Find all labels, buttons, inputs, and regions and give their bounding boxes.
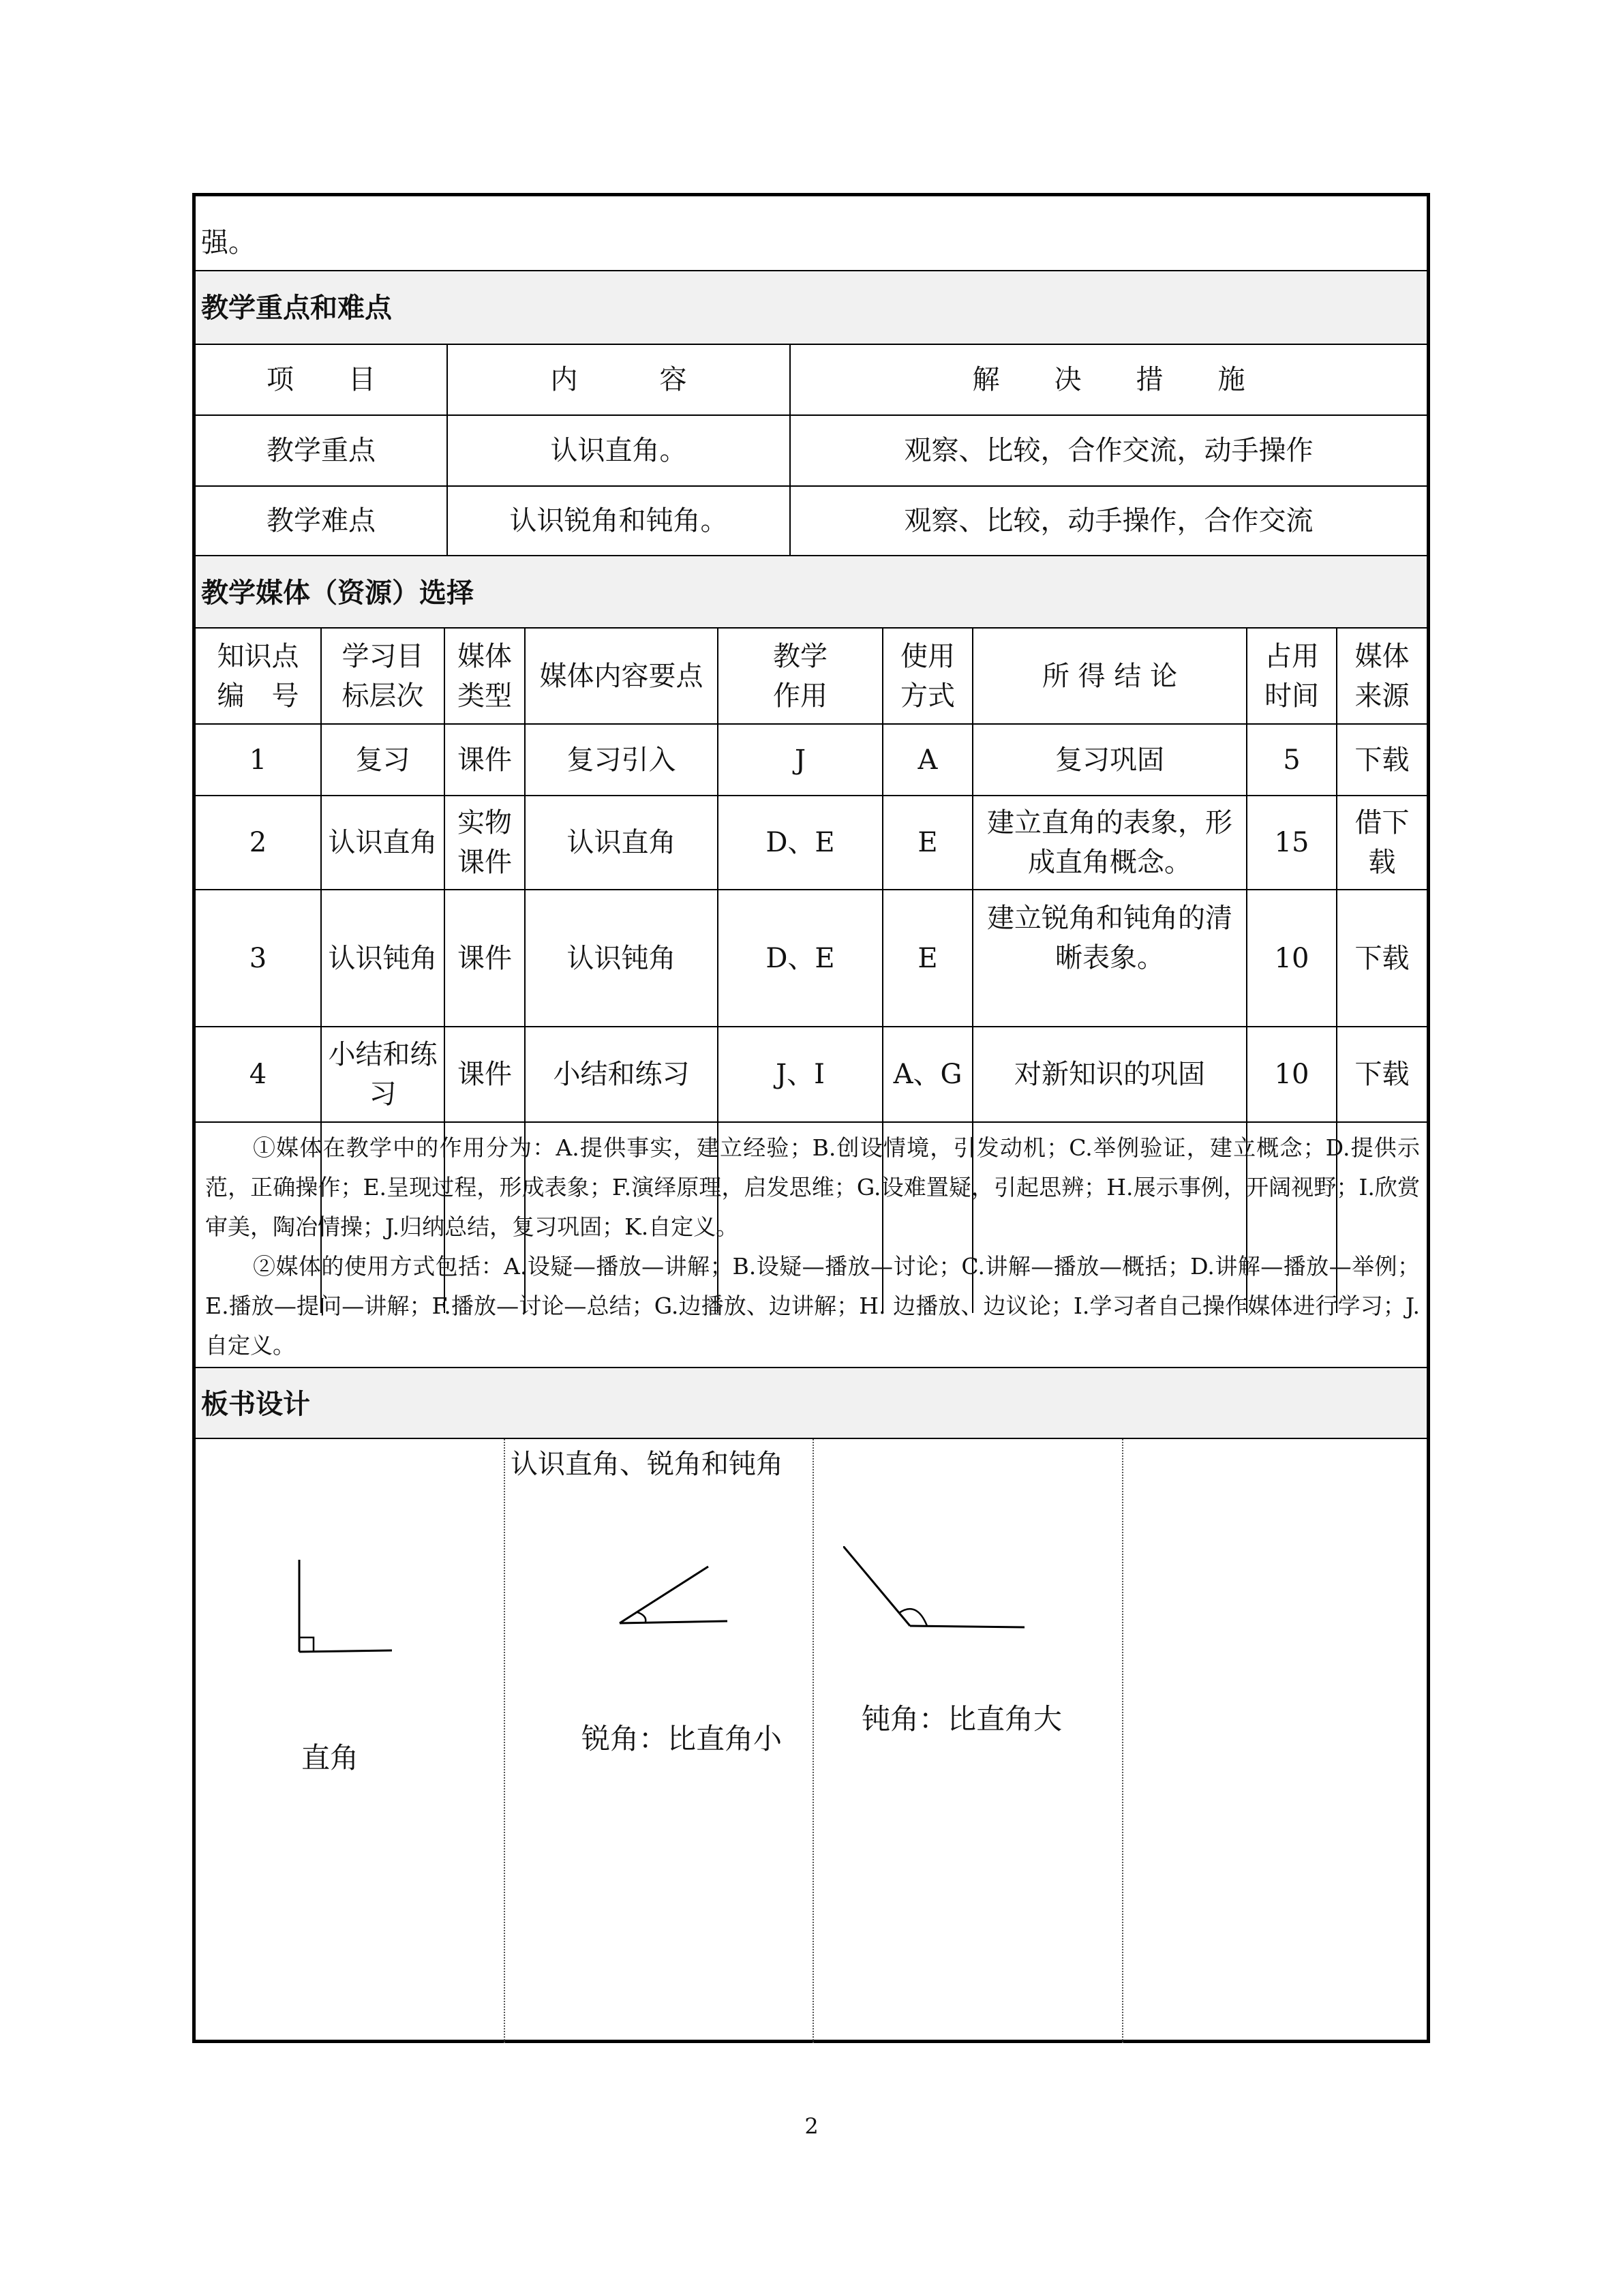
focus-row-solution: 观察、比较，合作交流，动手操作	[904, 435, 1314, 466]
media-header-type: 媒体 类型	[457, 640, 512, 712]
right-angle-mark	[299, 1637, 314, 1652]
acute-angle-upper-ray	[620, 1567, 708, 1623]
media-row-no: 4	[249, 1059, 267, 1090]
acute-angle-arc	[637, 1612, 646, 1622]
page-number: 2	[804, 2113, 819, 2139]
media-row-method: A、G	[893, 1059, 962, 1090]
focus-row-content: 认识直角。	[550, 435, 687, 466]
media-section-title: 教学媒体（资源）选择	[201, 577, 474, 609]
media-row-role: J	[794, 744, 806, 776]
media-row-source: 下载	[1354, 744, 1410, 776]
media-row-content: 认识钝角	[566, 942, 676, 974]
media-row-time: 5	[1283, 744, 1301, 776]
focus-header-item: 项 目	[267, 364, 376, 395]
media-row-content: 认识直角	[566, 827, 676, 858]
media-row-time: 10	[1274, 1059, 1309, 1090]
media-row-content: 复习引入	[566, 744, 676, 776]
media-row-method: E	[917, 942, 938, 974]
media-row-method: E	[917, 827, 938, 858]
media-row-type: 实物课件	[457, 807, 512, 878]
media-row-conclusion: 复习巩固	[1055, 744, 1164, 776]
difficulty-row-solution: 观察、比较，动手操作，合作交流	[904, 505, 1314, 537]
media-row-conclusion: 建立直角的表象，形成直角概念。	[987, 807, 1232, 878]
obtuse-angle-figure	[843, 1546, 1061, 1642]
right-angle-label: 直角	[301, 1741, 359, 1774]
obtuse-angle-slanted-ray	[843, 1546, 910, 1626]
media-row-level: 认识钝角	[328, 942, 438, 974]
media-row-source: 下载	[1354, 1059, 1410, 1090]
media-row-content: 小结和练习	[553, 1059, 690, 1090]
media-row-role: J、I	[776, 1059, 825, 1090]
difficulty-row-content: 认识锐角和钝角。	[509, 505, 728, 537]
media-row-source: 借下载	[1354, 807, 1410, 878]
media-header-method: 使用 方式	[900, 640, 955, 712]
media-row-type: 课件	[457, 744, 512, 776]
media-row-role: D、E	[765, 942, 835, 974]
focus-row-item: 教学重点	[267, 435, 376, 466]
obtuse-angle-base-ray	[910, 1626, 1025, 1627]
media-row-level: 小结和练习	[328, 1039, 438, 1110]
media-row-type: 课件	[457, 942, 512, 974]
media-header-time: 占用 时间	[1264, 640, 1319, 712]
media-row-no: 3	[249, 942, 267, 974]
media-header-level: 学习目 标层次	[342, 640, 424, 712]
media-row-time: 10	[1274, 942, 1309, 974]
media-row-conclusion: 建立锐角和钝角的清晰表象。	[987, 903, 1232, 973]
media-row-no: 1	[249, 744, 267, 776]
focus-header-content: 内 容	[550, 364, 687, 395]
media-row-time: 15	[1274, 827, 1309, 858]
media-row-level: 复习	[355, 744, 410, 776]
right-angle-figure	[277, 1560, 455, 1669]
difficulty-row-item: 教学难点	[267, 505, 376, 537]
media-row-no: 2	[249, 827, 267, 858]
media-note-methods: ②媒体的使用方式包括：A.设疑—播放—讲解；B.设疑—播放—讨论；C.讲解—播放—概括；D.讲解—播放—举例；E.播放—提问—讲解；F.播放—讨论—总结；G.边播放、边讲解；H. 边播放、边议论；I.学习者自己操作媒体进行学习；J.自定义。	[205, 1253, 1420, 1359]
board-heading: 认识直角、锐角和钝角	[511, 1449, 783, 1480]
acute-angle-figure	[605, 1553, 741, 1642]
lesson-plan-table	[192, 193, 1430, 2043]
continuation-text: 强。	[201, 227, 256, 258]
media-note-roles: ①媒体在教学中的作用分为：A.提供事实，建立经验；B.创设情境，引发动机；C.举例验证，建立概念；D.提供示范，正确操作；E.呈现过程，形成表象；F.演绎原理，启发思维；G.设难置疑，引起思辨；H.展示事例，开阔视野；I.欣赏审美，陶冶情操；J.归纳总结，复习巩固；K.自定义。	[205, 1134, 1420, 1240]
board-section-header-bg	[196, 1368, 1427, 1438]
media-row-conclusion: 对新知识的巩固	[1014, 1059, 1205, 1090]
media-row-role: D、E	[765, 827, 835, 858]
focus-section-title: 教学重点和难点	[201, 292, 392, 324]
board-section-title: 板书设计	[201, 1388, 310, 1420]
media-header-no: 知识点 编 号	[217, 640, 299, 712]
media-row-method: A	[917, 744, 938, 776]
media-header-source: 媒体 来源	[1354, 640, 1410, 712]
media-header-role: 教学 作用	[773, 640, 828, 712]
media-notes	[205, 1128, 1420, 1365]
media-row-type: 课件	[457, 1059, 512, 1090]
acute-angle-base-ray	[620, 1621, 727, 1623]
media-row-level: 认识直角	[328, 827, 438, 858]
media-row-source: 下载	[1354, 942, 1410, 974]
acute-angle-label: 锐角：比直角小	[581, 1722, 783, 1755]
media-header-content: 媒体内容要点	[539, 660, 703, 692]
focus-header-solution: 解 决 措 施	[972, 364, 1245, 395]
media-header-conclusion: 所 得 结 论	[1042, 660, 1178, 692]
obtuse-angle-label: 钝角：比直角大	[862, 1702, 1063, 1736]
